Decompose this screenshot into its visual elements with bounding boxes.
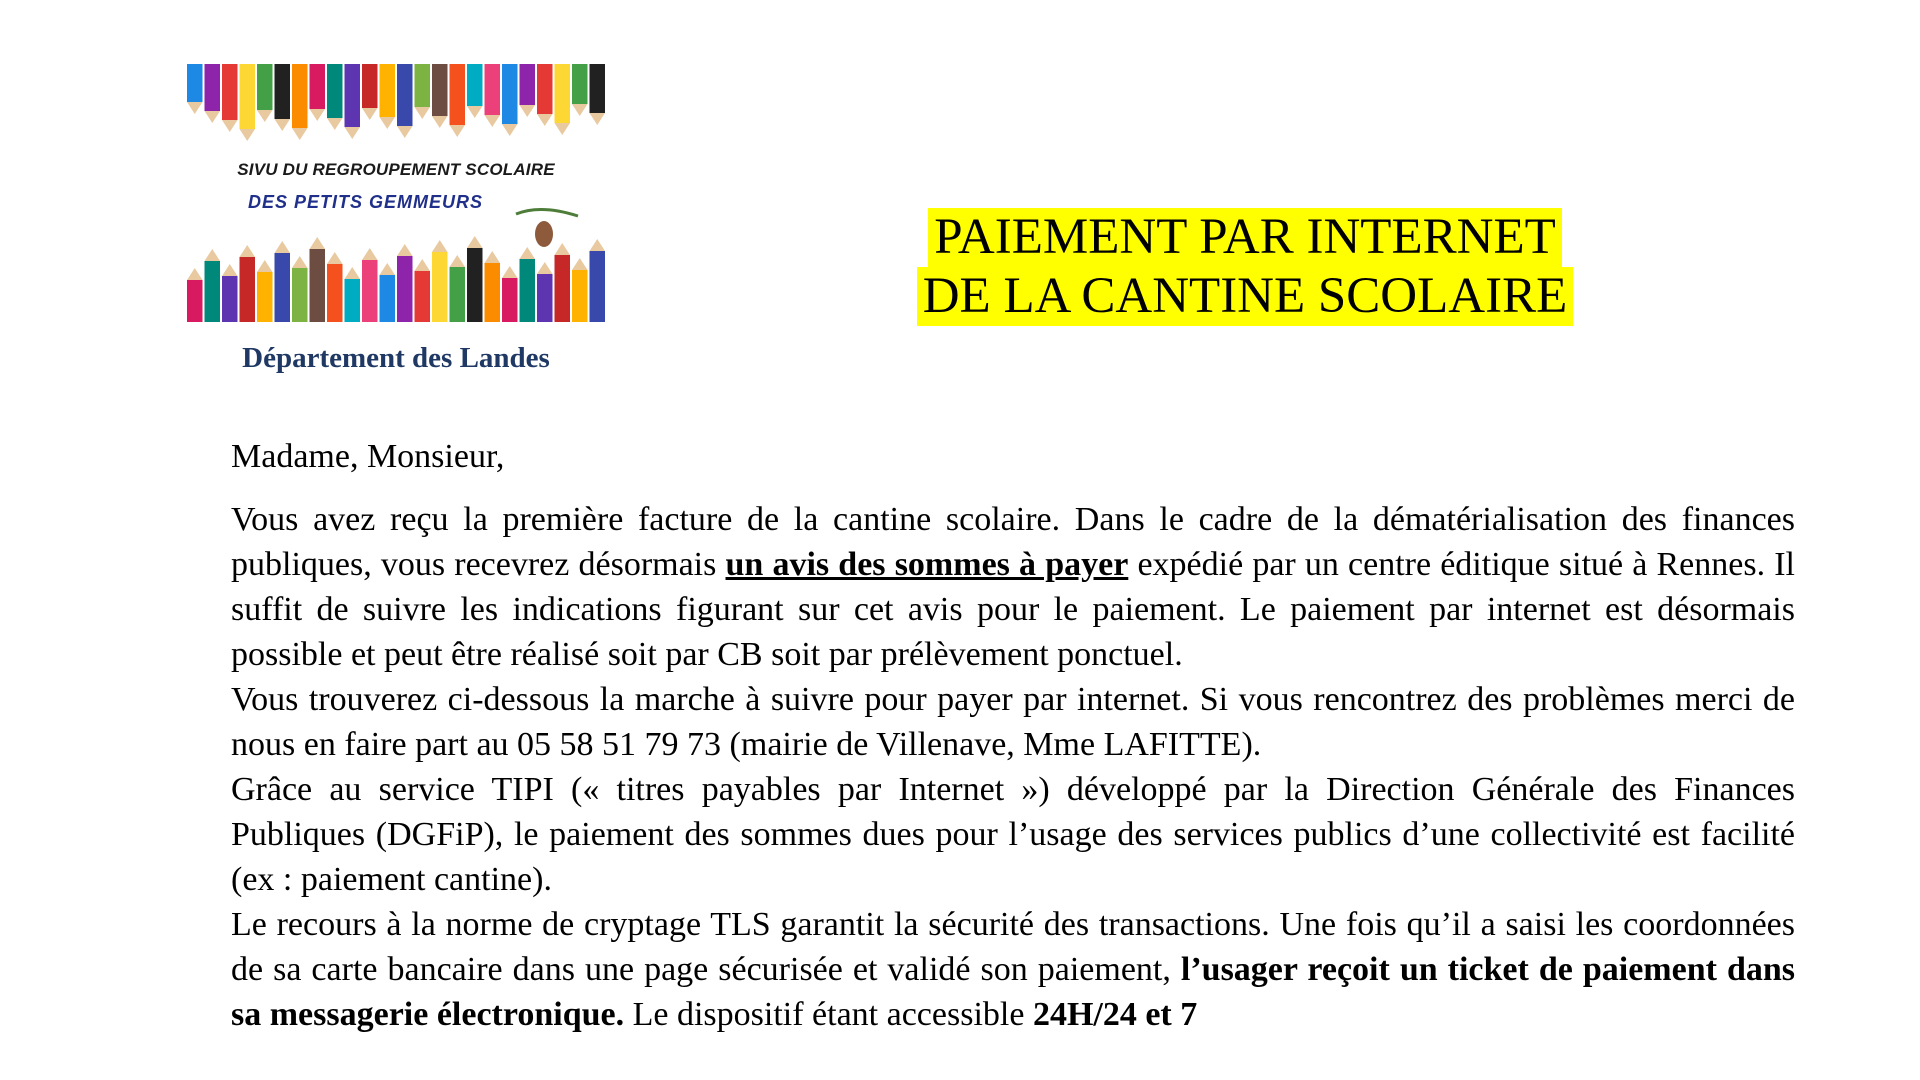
pencil — [222, 64, 238, 132]
logo-title-line1: SIVU DU REGROUPEMENT SCOLAIRE — [237, 160, 555, 179]
pencil — [310, 64, 326, 121]
pencil — [572, 258, 588, 322]
pencil — [502, 64, 518, 136]
pencil — [520, 247, 536, 322]
title-line1: PAIEMENT PAR INTERNET — [928, 208, 1562, 267]
pencil — [240, 245, 256, 322]
pencil — [310, 237, 326, 322]
pencil — [257, 64, 273, 122]
pencil — [327, 252, 343, 322]
pencil — [397, 64, 413, 138]
logo-title-line2: DES PETITS GEMMEURS — [248, 192, 484, 212]
pencil — [397, 244, 413, 322]
pencil — [432, 240, 448, 322]
paragraph-1-text-a: Vous avez reçu la première facture de la cantine scolaire. Dans le cadre de la dématérialisation des finances publiques, vous recevrez désormais — [231, 501, 1795, 583]
pencil — [362, 248, 378, 322]
pencil — [275, 64, 291, 131]
pencil — [555, 243, 571, 322]
pencil — [485, 251, 501, 322]
pencil — [380, 263, 396, 322]
pencil — [205, 249, 221, 322]
pencil — [590, 64, 606, 125]
pencil — [590, 239, 606, 322]
ticket-emphasis: l’usager reçoit un ticket de paiement dans sa messagerie électronique. — [231, 951, 1796, 1033]
pencil — [257, 260, 273, 322]
pencil — [187, 64, 203, 114]
pencil — [485, 64, 501, 127]
paragraph-4 — [231, 902, 1795, 1037]
availability-emphasis: 24H/24 et 7 — [1032, 996, 1198, 1033]
pine-cone-icon — [535, 221, 553, 247]
paragraph-2: Vous trouverez ci-dessous la marche à suivre pour payer par internet. Si vous rencontrez des problèmes merci de nous en faire part au 05 58 51 79 73 (mairie de Villenave, Mme LAFITTE). — [231, 681, 1795, 763]
pencil — [327, 64, 343, 130]
department-label: Département des Landes — [242, 342, 550, 374]
pencil — [572, 64, 588, 116]
paragraph-1 — [231, 497, 1795, 677]
pencil — [450, 255, 466, 322]
letter-body — [231, 434, 1795, 1037]
pencil — [467, 64, 483, 118]
pencil — [415, 259, 431, 322]
pencil — [502, 266, 518, 322]
pencil — [362, 64, 378, 120]
title-line2: DE LA CANTINE SCOLAIRE — [917, 267, 1574, 326]
pencil — [380, 64, 396, 129]
pencil — [292, 64, 308, 140]
notice-emphasis: un avis des sommes à payer — [725, 546, 1129, 583]
page-title — [900, 208, 1590, 326]
paragraph-1-text-b: expédié par un centre éditique situé à Rennes. Il suffit de suivre les indications figurant sur cet avis pour le paiement. Le paiement par internet est désormais possible et peut être réalisé soit par CB soit par prélèvement ponctuel. — [231, 546, 1796, 673]
pencil — [432, 64, 448, 128]
pencil — [345, 64, 361, 139]
pencil — [205, 64, 221, 123]
pine-branch-icon — [516, 209, 578, 216]
school-logo — [186, 64, 606, 322]
pencil — [415, 64, 431, 119]
paragraph-4-text-a: Le recours à la norme de cryptage TLS garantit la sécurité des transactions. Une fois qu’il a saisi les coordonnées de sa carte bancaire dans une page sécurisée et validé son paiement, — [231, 906, 1795, 988]
pencil — [467, 236, 483, 322]
pencil — [240, 64, 256, 141]
pencil — [292, 256, 308, 322]
pencil — [222, 264, 238, 322]
pencil — [537, 262, 553, 322]
paragraph-3: Grâce au service TIPI (« titres payables par Internet ») développé par la Direction Générale des Finances Publiques (DGFiP), le paiement des sommes dues pour l’usage des services publics d’une collectivité est facilité (ex : paiement cantine). — [231, 771, 1795, 898]
pencil — [450, 64, 466, 137]
pencil — [187, 268, 203, 322]
salutation: Madame, Monsieur, — [231, 438, 505, 475]
pencil — [275, 241, 291, 322]
pencil — [345, 267, 361, 322]
pencil — [555, 64, 571, 135]
pencil — [520, 64, 536, 117]
pencil — [537, 64, 553, 126]
paragraph-4-text-b: Le dispositif étant accessible — [624, 996, 1033, 1033]
